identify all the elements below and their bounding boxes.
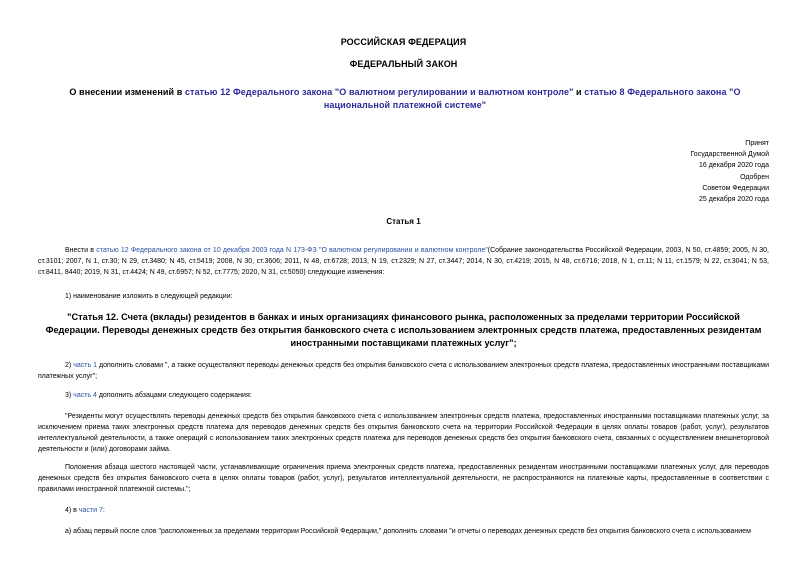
intro-link[interactable]: статью 12 Федерального закона от 10 декабря 2003 года N 173-ФЗ "О валютном регулировании и валютном контроле" (96, 247, 488, 254)
adoption-block (549, 138, 769, 205)
title-text-1: О внесении изменений в (69, 87, 185, 97)
item-4a: а) абзац первый после слов "расположенных за пределами территории Российской Федерации," дополнить словами "и отчеты о переводах денежных средств без открытия банковского счета с использованием (65, 528, 751, 535)
title-link-article12[interactable]: статью 12 Федерального закона "О валютном регулировании и валютном контроле" (184, 87, 574, 97)
item-3 (65, 390, 252, 401)
item-2-text: 2) (65, 362, 74, 369)
item-2-link[interactable]: часть 1 (73, 362, 97, 369)
new-article-title-quote: "Статья 12. Счета (вклады) резидентов в банках и иных организациях финансового рынка, расположенных за пределами территории Российской Федерации. Переводы денежных средств без открытия банковского счета с использованием электронных средств платежа, предоставленных резидентам иностранными поставщиками платежных услуг"; (45, 312, 762, 348)
article-heading: Статья 1 (386, 217, 421, 226)
title-text-2: и (573, 87, 585, 97)
intro-text: Внести в (65, 247, 97, 254)
approval-line: Советом Федерации (702, 184, 769, 192)
item-1: 1) наименование изложить в следующей редакции: (65, 293, 233, 300)
document-title (60, 86, 750, 112)
article-intro (38, 245, 769, 278)
item-4-link[interactable]: части 7 (78, 507, 103, 514)
adoption-line: Принят (745, 140, 769, 147)
country-heading: РОССИЙСКАЯ ФЕДЕРАЦИЯ (340, 37, 467, 47)
item-3-text: 3) (65, 392, 74, 399)
item-3-text-post: дополнить абзацами следующего содержания: (96, 392, 252, 399)
title-link-article8[interactable]: статью 8 Федерального закона "О национальной платежной системе" (323, 87, 741, 110)
item-4 (65, 505, 105, 516)
adoption-line: 16 декабря 2020 года (698, 162, 769, 170)
approval-line: Одобрен (740, 173, 769, 181)
item-4-text-post: : (102, 507, 105, 514)
item-2-text-post: дополнить словами ", а также осуществляют переводы денежных средств без открытия банковского счета с использованием электронных средств платежа, предоставленных иностранными поставщиками платежных услуг"; (38, 362, 770, 380)
adoption-line: Государственной Думой (690, 151, 769, 159)
approval-line: 25 декабря 2020 года (698, 196, 769, 204)
inserted-paragraph-b: Положения абзаца шестого настоящей части, устанавливающие ограничения приема электронных средств платежа, предоставленных резидентам иностранными поставщиками платежных услуг, для переводов денежных средств без открытия банковского счета в целях оплаты товаров (работ, услуг), результатов интеллектуальной деятельности, не распространяются на платежные карты, предоставленные в соответствии с правилами иностранной платежной системы."; (38, 464, 769, 493)
law-type-heading: ФЕДЕРАЛЬНЫЙ ЗАКОН (349, 59, 458, 69)
intro-text-post: (Собрание законодательства Российской Федерации, 2003, N 50, ст.4859; 2005, N 30, ст.3101; 2007, N 1, ст.30; N 29, ст.3480; N 45, ст.5419; 2008, N 30, ст.3606; 2011, N 48, ст.6728; 2013, N 19, ст.2329; N 27, ст.3447; 2014, N 30, ст.4219; 2015, N 48, ст.6716; 2018, N 1, ст.11; N 11, ст.1579; N 22, ст.3041; N 53, ст.8411, 8440; 2019, N 31, ст.4424; N 49, ст.6957; N 52, ст.7775; 2020, N 31, ст.5050) следующие изменения: (38, 247, 770, 276)
item-2 (38, 360, 769, 382)
item-4-text: 4) в (65, 507, 79, 514)
inserted-paragraph-a: "Резиденты могут осуществлять переводы денежных средств без открытия банковского счета с использованием электронных средств платежа, предоставленных иностранными поставщиками платежных услуг, за исключением приема таких электронных средств платежа для переводов денежных средств без открытия банковского счета на территории Российской Федерации в целях оплаты товаров (работ, услуг), результатов интеллектуальной деятельности, а также операций с использованием таких электронных средств платежа для переводов денежных средств без открытия банковского счета, связанных с осуществлением внешнеторговой деятельности и (или) договорами займа. (38, 413, 769, 453)
item-3-link[interactable]: часть 4 (73, 392, 97, 399)
